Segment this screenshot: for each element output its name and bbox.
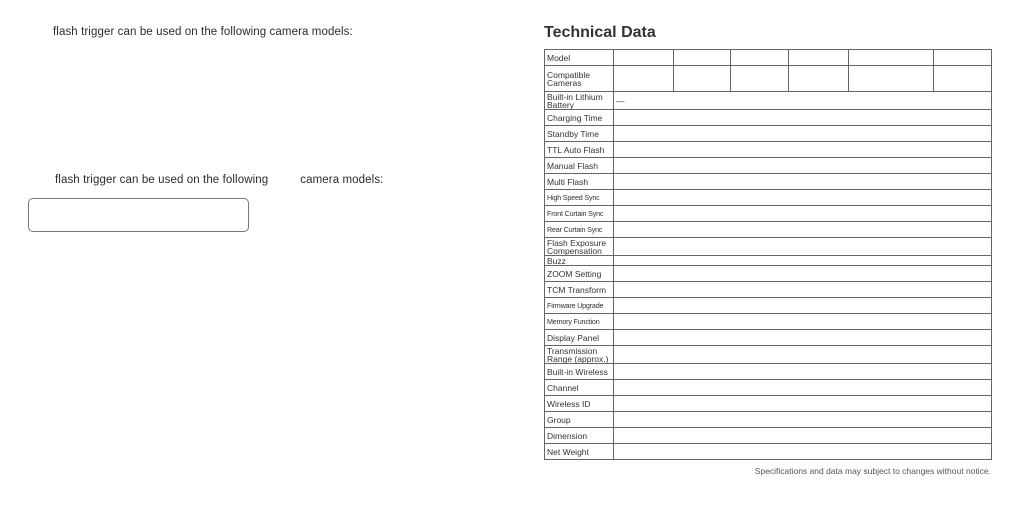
row-label-front-curtain: Front Curtain Sync xyxy=(545,206,614,222)
table-row xyxy=(545,126,992,142)
table-row xyxy=(545,256,992,266)
table-row xyxy=(545,66,992,92)
row-label-wireless-id: Wireless ID xyxy=(545,396,614,412)
specifications-footnote: Specifications and data may subject to changes without notice. xyxy=(754,466,991,476)
row-label-fec: Flash Exposure Compensation xyxy=(545,238,614,256)
table-row xyxy=(545,222,992,238)
compatibility-heading-secondary xyxy=(55,174,383,186)
table-row xyxy=(545,412,992,428)
table-row xyxy=(545,190,992,206)
row-label-firmware: Firmware Upgrade xyxy=(545,298,614,314)
compatibility-heading-part2: camera models: xyxy=(300,174,384,186)
table-row xyxy=(545,282,992,298)
row-label-group: Group xyxy=(545,412,614,428)
table-row xyxy=(545,444,992,460)
row-label-hss: High Speed Sync xyxy=(545,190,614,206)
row-label-buzz: Buzz xyxy=(545,256,614,266)
table-row xyxy=(545,364,992,380)
row-label-dimension: Dimension xyxy=(545,428,614,444)
table-row xyxy=(545,238,992,256)
spec-table xyxy=(544,49,992,460)
row-label-weight: Net Weight xyxy=(545,444,614,460)
camera-models-box xyxy=(28,198,249,232)
row-label-model: Model xyxy=(545,50,614,66)
technical-data-title: Technical Data xyxy=(544,24,656,41)
table-row xyxy=(545,110,992,126)
row-label-standby: Standby Time xyxy=(545,126,614,142)
table-row xyxy=(545,206,992,222)
table-row xyxy=(545,158,992,174)
row-label-range: Transmission Range (approx.) xyxy=(545,346,614,364)
row-label-rear-curtain: Rear Curtain Sync xyxy=(545,222,614,238)
table-row xyxy=(545,50,992,66)
table-row xyxy=(545,142,992,158)
row-label-channel: Channel xyxy=(545,380,614,396)
row-label-compatible: Compatible Cameras xyxy=(545,66,614,92)
table-row xyxy=(545,298,992,314)
table-row xyxy=(545,314,992,330)
row-label-charging: Charging Time xyxy=(545,110,614,126)
row-label-tcm: TCM Transform xyxy=(545,282,614,298)
table-row xyxy=(545,428,992,444)
table-row xyxy=(545,396,992,412)
battery-value: — xyxy=(614,92,992,110)
compatibility-heading: flash trigger can be used on the following camera models: xyxy=(53,26,353,38)
table-row xyxy=(545,266,992,282)
table-row xyxy=(545,330,992,346)
table-row xyxy=(545,380,992,396)
row-label-ttl: TTL Auto Flash xyxy=(545,142,614,158)
row-label-wireless: Built-in Wireless xyxy=(545,364,614,380)
compatibility-heading-part1: flash trigger can be used on the following xyxy=(55,174,269,186)
table-row xyxy=(545,346,992,364)
table-row xyxy=(545,92,992,110)
row-label-multi: Multi Flash xyxy=(545,174,614,190)
row-label-zoom: ZOOM Setting xyxy=(545,266,614,282)
row-label-display: Display Panel xyxy=(545,330,614,346)
row-label-battery: Built-in Lithium Battery xyxy=(545,92,614,110)
row-label-manual: Manual Flash xyxy=(545,158,614,174)
table-row xyxy=(545,174,992,190)
row-label-memory: Memory Function xyxy=(545,314,614,330)
